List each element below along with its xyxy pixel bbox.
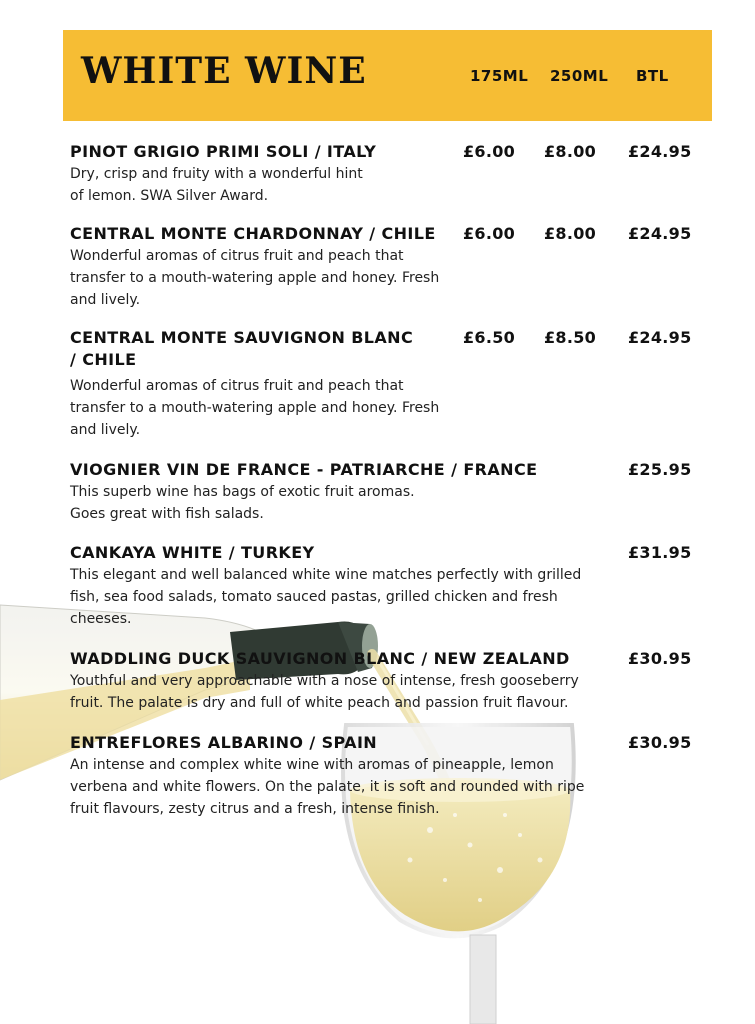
wine-name: PINOT GRIGIO PRIMI SOLI / ITALY: [70, 142, 377, 161]
price-175ml: £6.00: [463, 224, 516, 243]
wine-item: [70, 732, 710, 820]
column-250ml: 250ML: [550, 67, 609, 85]
page-title: WHITE WINE: [81, 50, 367, 92]
wine-description: An intense and complex white wine with aromas of pineapple, lemon: [70, 757, 554, 773]
wine-item: [70, 327, 710, 441]
wine-description: transfer to a mouth-watering apple and honey. Fresh: [70, 270, 440, 286]
price-bottle: £24.95: [628, 328, 692, 347]
wine-name: ENTREFLORES ALBARINO / SPAIN: [70, 733, 378, 752]
wine-description: This elegant and well balanced white wine matches perfectly with grilled: [70, 567, 582, 583]
wine-name: WADDLING DUCK SAUVIGNON BLANC / NEW ZEALAND: [70, 649, 570, 668]
wine-description: cheeses.: [70, 611, 132, 627]
column-bottle: BTL: [636, 67, 669, 85]
wine-name: / CHILE: [70, 350, 137, 369]
price-250ml: £8.00: [544, 224, 597, 243]
wine-description: This superb wine has bags of exotic fruit aromas.: [70, 484, 415, 500]
wine-description: Wonderful aromas of citrus fruit and peach that: [70, 378, 404, 394]
price-bottle: £25.95: [628, 460, 692, 479]
column-175ml: 175ML: [470, 67, 529, 85]
wine-item: [70, 141, 710, 207]
wine-item: [70, 648, 710, 714]
wine-name: CENTRAL MONTE SAUVIGNON BLANC: [70, 328, 414, 347]
wine-description: fish, sea food salads, tomato sauced pastas, grilled chicken and fresh: [70, 589, 558, 605]
price-bottle: £31.95: [628, 543, 692, 562]
wine-description: fruit. The palate is dry and full of white peach and passion fruit flavour.: [70, 695, 569, 711]
wine-description: Youthful and very approachable with a nose of intense, fresh gooseberry: [70, 673, 579, 689]
price-250ml: £8.00: [544, 142, 597, 161]
price-175ml: £6.50: [463, 328, 516, 347]
price-250ml: £8.50: [544, 328, 597, 347]
wine-name: CENTRAL MONTE CHARDONNAY / CHILE: [70, 224, 436, 243]
wine-description: fruit flavours, zesty citrus and a fresh, intense finish.: [70, 801, 440, 817]
price-bottle: £24.95: [628, 224, 692, 243]
wine-description: and lively.: [70, 422, 141, 438]
wine-description: Goes great with fish salads.: [70, 506, 264, 522]
wine-item: [70, 542, 710, 630]
wine-description: verbena and white flowers. On the palate, it is soft and rounded with ripe: [70, 779, 585, 795]
price-bottle: £30.95: [628, 649, 692, 668]
price-175ml: £6.00: [463, 142, 516, 161]
wine-name: CANKAYA WHITE / TURKEY: [70, 543, 315, 562]
wine-description: transfer to a mouth-watering apple and honey. Fresh: [70, 400, 440, 416]
wine-description: of lemon. SWA Silver Award.: [70, 188, 269, 204]
wine-description: Wonderful aromas of citrus fruit and peach that: [70, 248, 404, 264]
wine-item: [70, 459, 710, 525]
wine-description: Dry, crisp and fruity with a wonderful hint: [70, 166, 363, 182]
wine-item: [70, 223, 710, 311]
price-bottle: £30.95: [628, 733, 692, 752]
wine-name: VIOGNIER VIN DE FRANCE - PATRIARCHE / FRANCE: [70, 460, 538, 479]
price-bottle: £24.95: [628, 142, 692, 161]
wine-description: and lively.: [70, 292, 141, 308]
